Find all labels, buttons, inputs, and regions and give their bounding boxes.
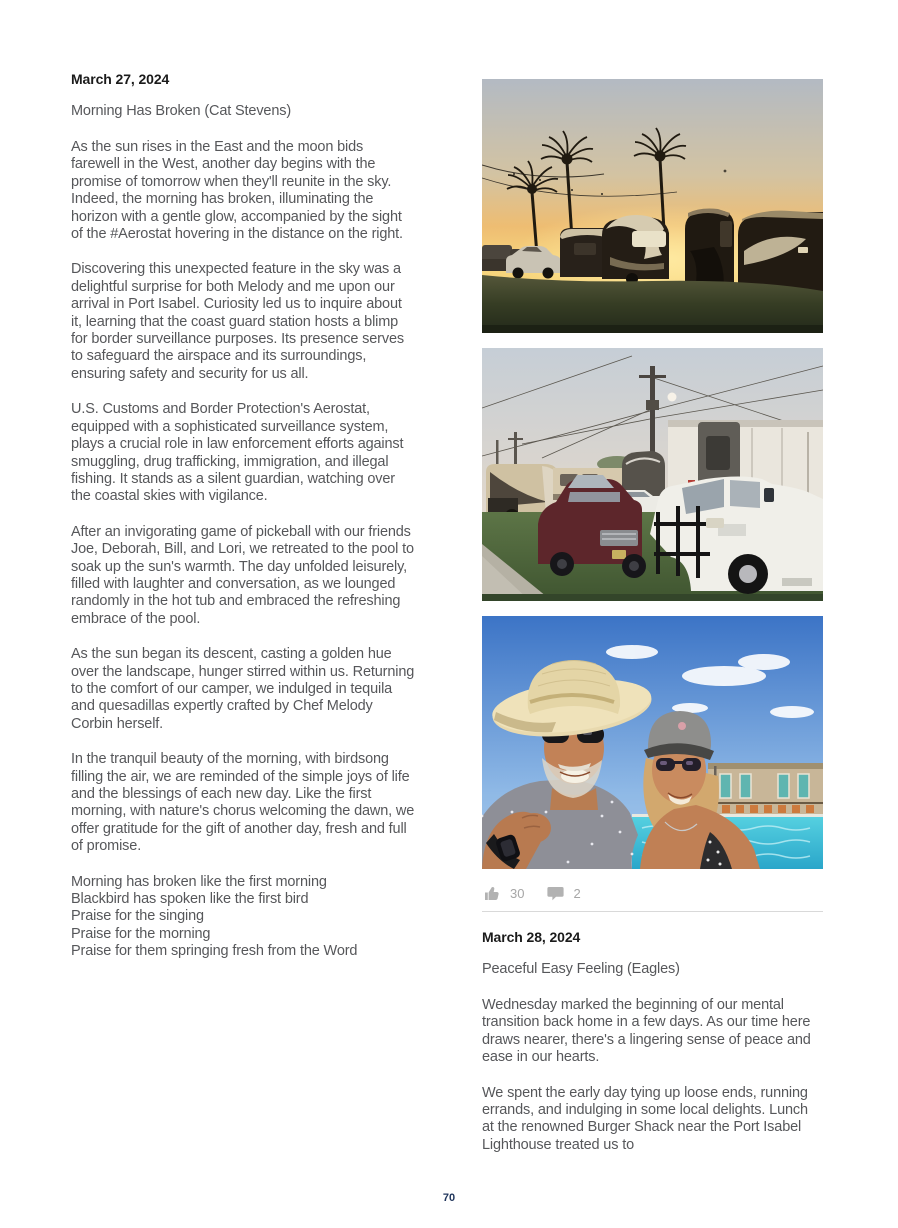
entry-paragraph: We spent the early day tying up loose ends, running errands, and indulging in some local delights. Lunch at the renowned Burger Shack near the Port Isabel Lighthouse treated us to <box>482 1084 808 1153</box>
right-column <box>482 79 823 1172</box>
entry-date-march-28: March 28, 2024 <box>482 929 581 945</box>
section-divider <box>482 911 823 912</box>
thumbs-up-icon[interactable] <box>484 885 501 902</box>
song-title-morning-has-broken: Morning Has Broken (Cat Stevens) <box>71 103 292 119</box>
photo-campground-vehicles <box>482 348 823 601</box>
comment-count: 2 <box>573 885 581 901</box>
lyric-line: Praise for the singing <box>71 908 204 925</box>
page-number: 70 <box>442 1192 456 1204</box>
entry-paragraph: U.S. Customs and Border Protection's Aerostat, equipped with a sophisticated surveillance system, plays a crucial role in law enforcement efforts against smuggling, drug trafficking, immigration, and illegal fishing. It stands as a silent guardian, watching over the coastal skies with vigilance. <box>71 401 404 505</box>
song-lyrics <box>71 874 415 961</box>
entry-paragraph: In the tranquil beauty of the morning, with birdsong filling the air, we are reminded of the simple joys of life and the blessings of each new day. Like the first morning, with nature's chorus welcoming the dawn, we offer gratitude for the gift of another day, fresh and full of promise. <box>71 751 415 855</box>
entry-paragraph: Discovering this unexpected feature in the sky was a delightful surprise for both Melody and me upon our arrival in Port Isabel. Curiosity led us to inquire about it, learning that the coast guard station hosts a blimp for border surveillance purposes. Its presence serves to safeguard the airspace and its surroundings, ensuring safety and security for us all. <box>71 261 404 382</box>
left-column <box>71 71 415 961</box>
lyric-line: Blackbird has spoken like the first bird <box>71 891 309 908</box>
lyric-line: Praise for them springing fresh from the Word <box>71 943 358 960</box>
entry-paragraph: Wednesday marked the beginning of our mental transition back home in a few days. As our time here draws nearer, there's a lingering sense of peace and ease in our hearts. <box>482 997 811 1066</box>
reactions-bar <box>484 884 823 902</box>
photo-sunset-rv-park <box>482 79 823 333</box>
entry-date-march-27: March 27, 2024 <box>71 71 170 87</box>
entry-paragraph: As the sun began its descent, casting a golden hue over the landscape, hunger stirred within us. Returning to the comfort of our camper, we indulged in tequila and quesadillas expertly crafted by Chef Melody Corbin herself. <box>71 646 415 732</box>
song-title-peaceful-easy-feeling: Peaceful Easy Feeling (Eagles) <box>482 961 680 977</box>
entry-paragraph: After an invigorating game of pickeball with our friends Joe, Deborah, Bill, and Lori, we retreated to the pool to soak up the sun's warmth. The day unfolded leisurely, filled with laughter and conversation, as we lounged randomly in the hot tub and embraced the refreshing embrace of the pool. <box>71 523 414 627</box>
lyric-line: Praise for the morning <box>71 925 211 942</box>
comment-icon[interactable] <box>547 885 564 902</box>
like-count: 30 <box>510 885 525 901</box>
lyric-line: Morning has broken like the first morning <box>71 873 327 890</box>
entry-paragraph: As the sun rises in the East and the moon bids farewell in the West, another day begins with the promise of tomorrow when they'll reunite in the sky. Indeed, the morning has broken, illuminating the horizon with a gentle glow, accompanied by the sight of the #Aerostat hovering in the distance on the right. <box>71 139 403 243</box>
photo-pool-selfie <box>482 616 823 869</box>
